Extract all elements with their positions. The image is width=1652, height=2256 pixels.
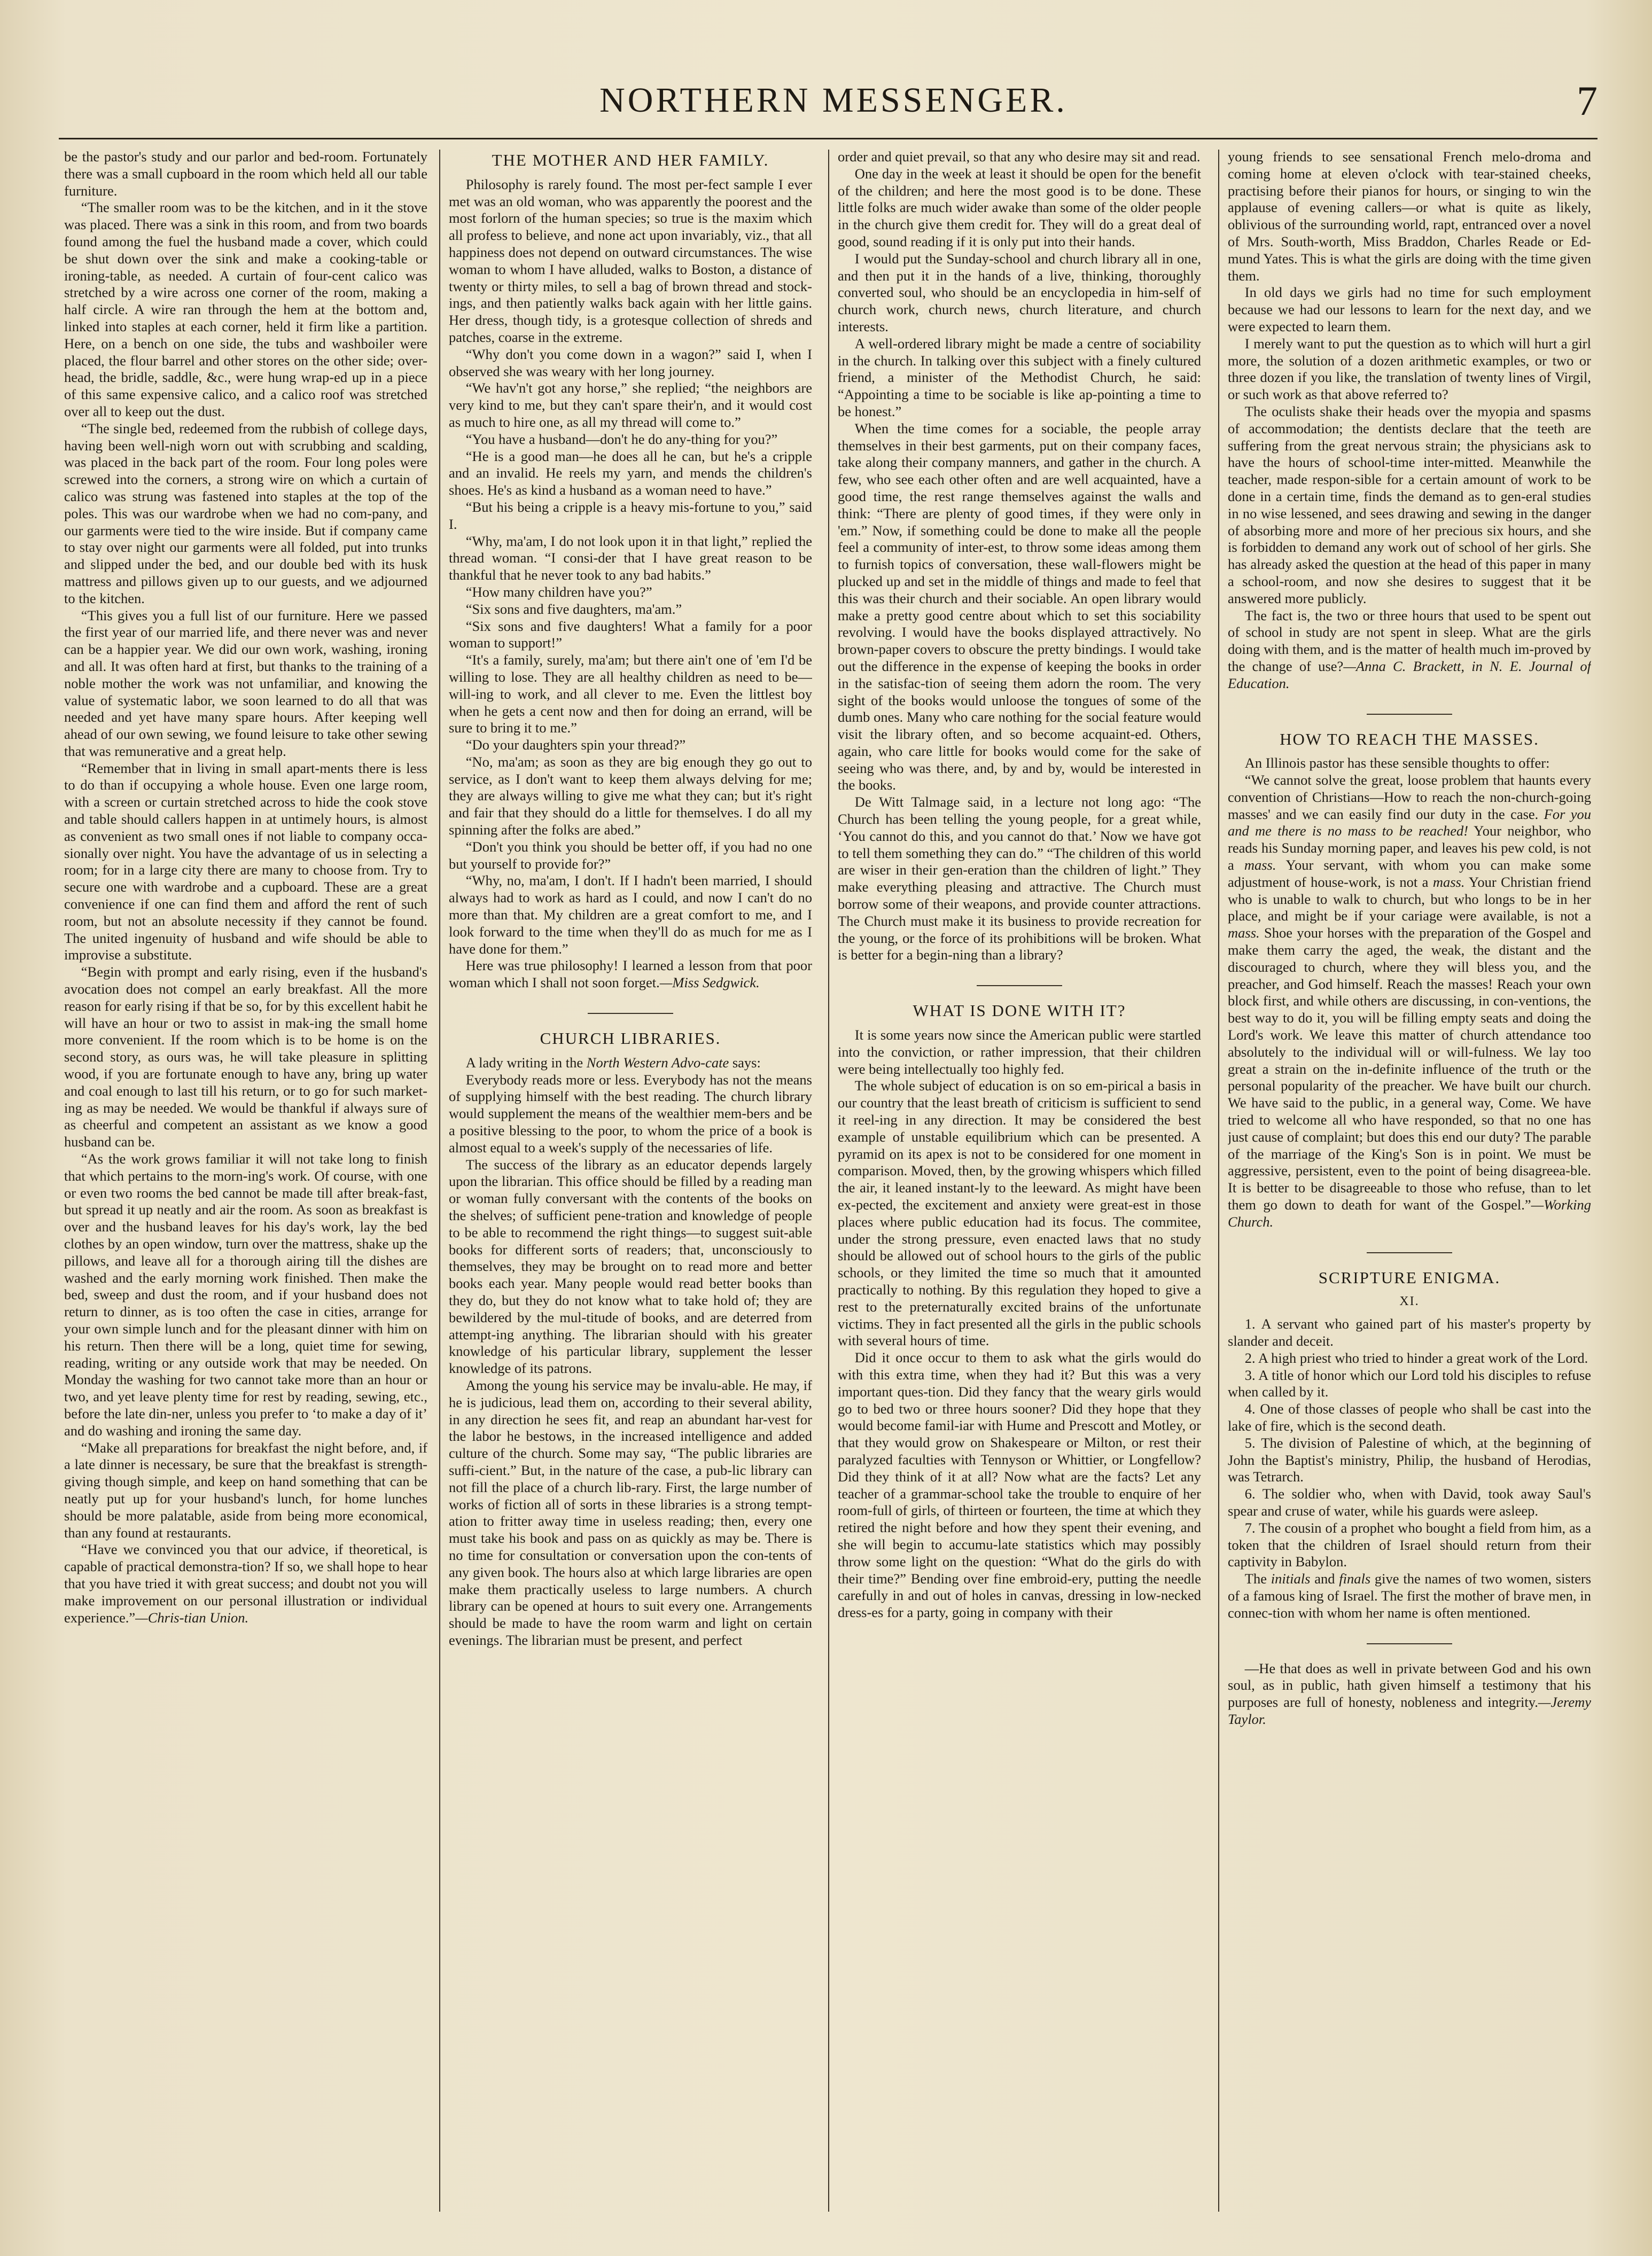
emphasis-text: initials	[1271, 1571, 1311, 1587]
column-1	[64, 149, 427, 2211]
article-paragraph	[64, 1541, 427, 1626]
article-paragraph: The success of the library as an educator depends largely upon the librarian. This office should be filled by a reading man or woman fully conversant with the contents of the books on the shelves; of sufficient pene-tration and knowledge of people to be able to recommend the right things—to suggest suit-able books for different sorts of readers; that, unconsciously to themselves, they may be brought on to read more and better books each year. Many people would read better books than they do, but they do not know what to take hold of; they are bewildered by the mul-titude of books, and are deterred from attempt-ing anything. The librarian should with his greater knowledge of his particular library, supplement the lesser knowledge of its patrons.	[449, 1156, 812, 1377]
intro-text: says:	[729, 1054, 761, 1071]
article-heading: HOW TO REACH THE MASSES.	[1280, 729, 1539, 748]
emphasis-text: mass.	[1228, 925, 1260, 941]
article-paragraph	[449, 957, 812, 992]
attribution: —Jeremy Taylor.	[1228, 1694, 1591, 1727]
article-heading: SCRIPTURE ENIGMA.	[1318, 1268, 1501, 1287]
article-paragraph: “Why, ma'am, I do not look upon it in that light,” replied the thread woman. “I consi-der that I have great reason to be thankful that he never took to any bad habits.”	[449, 533, 812, 583]
scripture-enigma	[1228, 1269, 1591, 1622]
enigma-item: 4. One of those classes of people who shall be cast into the lake of fire, which is the second death.	[1228, 1401, 1591, 1434]
masthead-title: NORTHERN MESSENGER.	[599, 81, 1067, 120]
attribution: —Chris-tian Union.	[135, 1609, 249, 1626]
paragraph-text: Here was true philosophy! I learned a lesson from that poor woman which I shall not soon forget.	[449, 957, 812, 991]
paragraph-text: and	[1310, 1571, 1339, 1587]
article-paragraph: “As the work grows familiar it will not take long to finish that which pertains to the morn-ing's work. Of course, with one or even two rooms the bed cannot be made till after break-fast, but spread it up neatly and air the room. As soon as breakfast is over and the husband leaves for his day's work, lay the bed clothes by an open window, turn over the mattress, shake up the pillows, and leave all for a thorough airing till the dishes are washed and the early morning work finished. Then make the bed, sweep and dust the room, and if your husband does not return to dinner, as is too often the case in cities, arrange for your own simple lunch and for the pleasant dinner with him on his return. Then there will be a long, quiet time for sewing, reading, writing or any outside work that may be needed. On Monday the washing for two cannot take more than an hour or two, and yet leave plenty time for rest by reading, sewing, etc., before the late din-ner, unless you prefer to ‘to make a day of it’ and do washing and ironing the same day.	[64, 1151, 427, 1439]
article-paragraph: De Witt Talmage said, in a lecture not long ago: “The Church has been telling the young people, for a great while, ‘You cannot do this, and you cannot do that.’ Now we have got to tell them something they can do.” “The children of this world are wiser in their gen-eration than the children of light.” They make everything pleasing and attractive. The Church must borrow some of their weapons, and provide counter attractions. The Church must make it its business to provide recreation for the young, or the force of its prohibitions will be broken. What is better for a begin-ning than a library?	[838, 794, 1201, 963]
article-paragraph: It is some years now since the American public were startled into the conviction, or rather impression, that their children were being intellectually too highly fed.	[838, 1027, 1201, 1077]
column-divider	[439, 150, 440, 2212]
article-paragraph: The oculists shake their heads over the myopia and spasms of accommodation; the dentists declare that the teeth are suffering from the great nervous strain; the physicians ask to have the hours of school-time inter-mitted. Meanwhile the teacher, made respon-sible for a certain amount of work to be done in a certain time, finds the demand as to gen-eral studies in no wise lessened, and sees drawing and sewing in the danger of absorbing more and more of her precious six hours, and she is forbidden to demand any work out of school of her girls. She has already asked the question at the head of this paper in many a school-room, and now she desires to suggest that it be answered more publicly.	[1228, 403, 1591, 606]
article-paragraph: In old days we girls had no time for such employment because we had our lessons to learn for the next day, and we were expected to learn them.	[1228, 284, 1591, 334]
article-paragraph	[1228, 772, 1591, 1231]
column-divider	[828, 150, 829, 2212]
section-separator	[1367, 714, 1452, 715]
article-paragraph: An Illinois pastor has these sensible thoughts to offer:	[1244, 755, 1550, 771]
attribution: —Working Church.	[1228, 1197, 1591, 1230]
article-paragraph: “It's a family, surely, ma'am; but there ain't one of 'em I'd be willing to lose. They are all healthy children as need to be—will-ing to work, and all clever to me. Even the littlest boy when he gets a cent now and then for doing an errand, will be sure to bring it to me.”	[449, 652, 812, 736]
article-paragraph: order and quiet prevail, so that any who desire may sit and read.	[838, 149, 1201, 165]
enigma-initials-note	[1228, 1571, 1591, 1621]
attribution: —Anna C. Brackett, in N. E. Journal of Education.	[1228, 658, 1591, 691]
section-separator	[1367, 1252, 1452, 1253]
article-paragraph: “Six sons and five daughters! What a family for a poor woman to support!”	[449, 618, 812, 651]
paragraph-text: “Have we convinced you that our advice, if theoretical, is capable of practical demonstra-tion? If so, we shall hope to hear that you have tried it with great success; and doubt not you will make improvement on our personal illustration or individual experience.”	[64, 1541, 427, 1626]
article-paragraph: The whole subject of education is on so em-pirical a basis in our country that the least breath of criticism is sufficient to send it reel-ing in any direction. It may be considered the best example of unstable equilibrium which can be presented. A pyramid on its apex is not to be considered for one moment in comparison. Moved, then, by the growing whispers which filled the air, it leaned instant-ly to the leeward. As might have been ex-pected, the excitement and anxiety were great-est in those places where public education had its focus. The commitee, under the strong pressure, even enacted laws that no study should be allowed out of school hours to the girls of the public schools, or they limited the time so much that it amounted practically to nothing. By this regulation they hoped to give a rest to the preternaturally excited brains of the unfortunate victims. They in fact presented all the girls in the public schools with several hours of time.	[838, 1078, 1201, 1349]
article-heading: CHURCH LIBRARIES.	[540, 1029, 721, 1048]
article-home-advice	[64, 149, 427, 1626]
article-paragraph: “The smaller room was to be the kitchen, and in it the stove was placed. There was a sink in this room, and from two boards found among the fuel the husband made a cover, which could be shut down over the sink and make a cooking-table or ironing-table, as needed. A curtain of four-cent calico was stretched by a wire across one corner of the room, making a half circle. A wire ran through the hem at the bottom and, linked into staples at each corner, held it firm like a partition. Here, on a bench on one side, the tubs and washboiler were placed, the flour barrel and other stores on the other side; over-head, the bridle, saddle, &c., were hung wrap-ed up in a piece of this same expensive calico, and a calico roof was stretched over all to keep out the dust.	[64, 199, 427, 419]
paragraph-text: give the names of two women, sisters of a famous king of Israel. The first the mother of brave men, in connec-tion with whom her name is often mentioned.	[1228, 1571, 1591, 1621]
article-paragraph: “This gives you a full list of our furniture. Here we passed the first year of our married life, and there never was and never can be a happier year. We did our own work, washing, ironing and all. It was often hard at first, but thanks to the training of a noble mother the work was not unfamiliar, and knowing the value of systematic labor, we soon learned to do all that was needed and yet have many spare hours. After keeping well ahead of our own sewing, we found leisure to take other sewing that was remunerative and a great help.	[64, 607, 427, 759]
section-separator	[1367, 1643, 1452, 1644]
article-paragraph	[1228, 607, 1591, 692]
enigma-item: 6. The soldier who, when with David, took away Saul's spear and cruse of water, while his guards were asleep.	[1228, 1486, 1591, 1519]
paragraph-text: Your servant, with whom you can make some adjustment of house-work, is not a	[1228, 857, 1591, 890]
column-divider	[1218, 150, 1219, 2212]
article-paragraph: One day in the week at least it should be open for the benefit of the children; and here the most good is to be done. These little folks are much wider awake than some of the older people in the church give them credit for. They will do a great deal of good, sound reading if it is only put into their hands.	[838, 165, 1201, 249]
article-paragraph: Philosophy is rarely found. The most per-fect sample I ever met was an old woman, who was apparently the poorest and the most forlorn of the human species; so true is the maxim which all profess to believe, and none act upon invariably, viz., that all happiness does not depend on outward circumstances. The wise woman to whom I have alluded, walks to Boston, a distance of twenty or thirty miles, to sell a bag of brown thread and stock-ings, and then patiently walks back again with her little gains. Her dress, though tidy, is a grotesque collection of shreds and patches, coarse in the extreme.	[449, 176, 812, 345]
paragraph-text: Your Christian friend who is unable to walk to church, but who longs to be in her place, and might be if your cariage were available, is not a	[1228, 873, 1591, 924]
paragraph-text: Shoe your horses with the preparation of the Gospel and make them carry the aged, the weak, the distant and the discouraged to church, where they will bless you, and the preacher, and God himself. Reach the masses! Reach your own block first, and while others are discussing, in con-ventions, the best way to do it, you will be filling empty seats and doing the Lord's work. We leave this matter of church attendance too absolutely to the individual will or will-fulness. We lay too great a strain on the in-definite influence of the truth or the personal popularity of the preacher. We have built our church. We have said to the public, in a general way, Come. We have tried to welcome all who have responded, so that no one has just cause of complaint; but does this end our duty? The parable of the marriage of the King's Son is in point. We must be aggressive, persistent, even to the point of being disagreea-ble. It is better to be disagreeable to those who refuse, than to let them go down to death for want of the Gospel.”	[1228, 925, 1591, 1213]
enigma-number: XI.	[1399, 1294, 1420, 1309]
header-rule	[59, 138, 1598, 139]
article-paragraph: I merely want to put the question as to which will hurt a girl more, the solution of a dozen arithmetic examples, or two or three dozen if you like, the translation of twenty lines of Virgil, or such work as that above referred to?	[1228, 335, 1591, 403]
emphasis-text: For you and me there is no mass to be reached!	[1228, 806, 1591, 839]
paragraph-text: Your neighbor, who reads his Sunday morning paper, and leaves his pew cold, is not a	[1228, 823, 1591, 873]
article-paragraph: A well-ordered library might be made a centre of sociability in the church. In talking over this subject with a finely cultured friend, a minister of the Methodist Church, he said: “Appointing a time to be sociable is like ap-pointing a time to be honest.”	[838, 335, 1201, 419]
article-paragraph: be the pastor's study and our parlor and bed-room. Fortunately there was a small cupboard in the room which held all our table furniture.	[64, 149, 427, 199]
article-what-is-done	[838, 1002, 1201, 1621]
article-paragraph: “He is a good man—he does all he can, but he's a cripple and an invalid. He reels my yarn, and mends the children's shoes. He's as kind a husband as a woman need to have.”	[449, 448, 812, 498]
article-paragraph: Among the young his service may be invalu-able. He may, if he is judicious, lead them on, according to their several ability, in any direction he sees fit, and reap an abundant har-vest for the labor he bestows, in the increased intelligence and added culture of the church. Some may say, “The public libraries are suffi-cient.” But, in the nature of the case, a pub-lic library can not fill the place of a church lib-rary. First, the large number of works of fiction all of sorts in these libraries is a strong tempt-ation to fritter away time in useless reading; then, every one must take his book and pass on as quickly as may be. There is no time for consultation or conversation upon the con-tents of any given book. The hours also at which large libraries are open make them practically useless to large numbers. A church library can be opened at hours to suit every one. Arrangements should be made to have the room warm and light on certain evenings. The librarian must be present, and perfect	[449, 1377, 812, 1648]
article-paragraph: I would put the Sunday-school and church library all in one, and then put it in the hands of a live, thinking, thoroughly converted soul, who should be an encyclopedia in him-self of church work, church news, church literature, and church interests.	[838, 250, 1201, 334]
enigma-item: 2. A high priest who tried to hinder a great work of the Lord.	[1244, 1349, 1588, 1366]
article-paragraph: “Six sons and five daughters, ma'am.”	[465, 600, 682, 617]
emphasis-text: mass.	[1244, 857, 1276, 873]
article-church-libraries	[449, 1030, 812, 1649]
page-number: 7	[1577, 77, 1598, 124]
article-paragraph: “Don't you think you should be better off, if you had no one but yourself to provide for?”	[449, 838, 812, 872]
article-paragraph: “The single bed, redeemed from the rubbish of college days, having been well-nigh worn out with scrubbing and scalding, was placed in the back part of the room. Four long poles were screwed into the corners, a strong wire on which a curtain of calico was strung was fastened into staples at the top of the poles. This was our wardrobe when we had no com-pany, and our garments were tied to the wire inside. But if company came to stay over night our garments were all folded, put into trunks and slipped under the bed, and our double bed with its husk mattress and pillows given up to our guests, and we adjourned to the kitchen.	[64, 420, 427, 606]
enigma-item: 3. A title of honor which our Lord told his disciples to refuse when called by it.	[1228, 1367, 1591, 1400]
article-mother-family	[449, 152, 812, 992]
article-paragraph: “You have a husband—don't he do any-thing for you?”	[465, 431, 778, 447]
article-paragraph	[449, 1055, 812, 1072]
paragraph-text: The	[1244, 1571, 1271, 1587]
intro-text: A lady writing in the	[465, 1054, 587, 1071]
article-paragraph: “We hav'n't got any horse,” she replied; “the neighbors are very kind to me, but they can't spare their'n, and it would cost as much to hire one, as all my thread will come to.”	[449, 380, 812, 430]
paragraph-text: “We cannot solve the great, loose problem that haunts every convention of Christians—How to reach the non-church-going masses' and we can easily find our duty in the case.	[1228, 772, 1591, 822]
article-reach-the-masses	[1228, 731, 1591, 1231]
taylor-quote	[1228, 1660, 1591, 1728]
article-paragraph	[1228, 1660, 1591, 1728]
article-heading: THE MOTHER AND HER FAMILY.	[492, 151, 769, 169]
enigma-item: 7. The cousin of a prophet who bought a field from him, as a token that the children of Israel should return from their captivity in Babylon.	[1228, 1519, 1591, 1570]
quote-text: —He that does as well in private between God and his own soul, as in public, hath given himself a testimony that his purposes are full of honesty, nobleness and integrity.	[1228, 1660, 1591, 1711]
emphasis-text: finals	[1339, 1571, 1371, 1587]
attribution: —Miss Sedgwick.	[659, 974, 760, 991]
enigma-item: 1. A servant who gained part of his master's property by slander and deceit.	[1228, 1316, 1591, 1349]
article-paragraph: “Why don't you come down in a wagon?” said I, when I observed she was weary with her long journey.	[449, 346, 812, 379]
article-what-is-done-continued	[1228, 149, 1591, 692]
article-heading: WHAT IS DONE WITH IT?	[913, 1001, 1126, 1020]
article-paragraph: “Why, no, ma'am, I don't. If I hadn't been married, I should always had to work as hard as I could, and now I can't do no more than that. My children are a great comfort to me, and I look forward to the time when they'll do as much for me as I have done for them.”	[449, 872, 812, 957]
emphasis-text: mass.	[1432, 873, 1465, 890]
article-paragraph: “Do your daughters spin your thread?”	[465, 737, 686, 753]
section-separator	[977, 985, 1062, 986]
article-paragraph: young friends to see sensational French melo-droma and coming home at eleven o'clock with tear-stained cheeks, practising before their pianos for hours, or singing to win the applause of evening callers—or what is quite as likely, oblivious of the surrounding world, rapt, entranced over a novel of Mrs. South-worth, Miss Braddon, Charles Reade or Ed-mund Yates. This is what the girls are doing with the time given them.	[1228, 149, 1591, 284]
enigma-item: 5. The division of Palestine of which, at the beginning of John the Baptist's ministry, Philip, the husband of Herodias, was Tetrarch.	[1228, 1434, 1591, 1485]
article-paragraph: “Begin with prompt and early rising, even if the husband's avocation does not compel an early breakfast. All the more reason for early rising if that be so, for by this excellent habit he will have an hour or two to assist in mak-ing the small home more convenient. If the room which is to be home is on the second story, as ours was, he will take pleasure in splitting wood, if you are fortunate enough to have any, bring up water and coal enough to last till his return, or to go for such market-ing as may be needed. We would be thankful if always sure of as cheerful and competent an assistant as we know a good husband can be.	[64, 964, 427, 1150]
column-3	[838, 149, 1201, 2211]
column-2	[449, 149, 812, 2211]
article-paragraph: “No, ma'am; as soon as they are big enough they go out to service, as I don't want to keep them always delving for me; they are always willing to give me what they can; but it's right and fair that they should do a little for themselves. I do all my spinning after the folks are abed.”	[449, 753, 812, 838]
article-paragraph: “But his being a cripple is a heavy mis-fortune to you,” said I.	[449, 498, 812, 532]
article-paragraph: “Remember that in living in small apart-ments there is less to do than if occupying a whole house. Even one large room, with a screen or curtain stretched across to hide the cook stove and table should callers happen in at untimely hours, is almost as convenient as two small ones if not liable to company occa-sionally over night. You have the advantage of us in selecting a room; for in a large city there are many to choose from. Try to secure one with wardrobe and a cupboard. These are a great convenience if one can find them and afford the rent of such room, but not an absolute necessity if they cannot be found. The united ingenuity of husband and wife should be able to improvise a substitute.	[64, 760, 427, 963]
article-paragraph: “Make all preparations for breakfast the night before, and, if a late dinner is necessary, be sure that the breakfast is strength-giving though simple, and keep on hand something that can be neatly put up for your husband's lunch, for home lunches should be more palatable, aside from being more economical, than any found at restaurants.	[64, 1439, 427, 1541]
article-paragraph: Everybody reads more or less. Everybody has not the means of supplying himself with the best reading. The church library would supplement the means of the wealthier mem-bers and be a positive blessing to the poor, to whom the price of a book is almost equal to a week's supply of the necessaries of life.	[449, 1071, 812, 1156]
masthead	[59, 77, 1608, 139]
source-publication: North Western Advo-cate	[586, 1054, 729, 1071]
article-paragraph: When the time comes for a sociable, the people array themselves in their best garments, put on their company faces, take along their company manners, and gather in the church. A few, who see each other often and are well acquainted, have a good time, the rest range themselves against the walls and think: “There are plenty of good times, if they were only in 'em.” Now, if something could be done to make all the people feel a community of inter-est, to throw some ideas among them to furnish topics of conversation, these wall-flowers might be plucked up and set in the middle of things and made to feel that this was their church and their sociable. An open library would make a pretty good centre about which to set this sociability revolving. I would have the books displayed attractively. No brown-paper covers to obscure the pretty bindings. I would take out the difference in the expense of keeping the books in order in the satisfac-tion of seeing them adorn the room. The very sight of the books would unloose the tongues of some of the dumb ones. Many who care nothing for the social feature would visit the library often, and so become acquaint-ed. Others, again, who care little for books would come for the sake of seeing who was there, and, by and by, would be interested in the books.	[838, 420, 1201, 793]
article-paragraph: Did it once occur to them to ask what the girls would do with this extra time, when they had it? But this was a very important ques-tion. Did they fancy that the weary girls would go to bed two or three hours sooner? Did they hope that they would become famil-iar with Hume and Prescott and Motley, or that they would grow on Shakespeare or Milton, or rest their paralyzed faculties with Tennyson or Whittier, or Longfellow? Did they think of it at all? Now what are the facts? Let any teacher of a grammar-school take the trouble to enquire of her room-full of girls, of thirteen or fourteen, the time at which they retired the night before and how they spent their evening, and she will begin to accumu-late statistics which may possibly throw some light on the question: “What do the girls do with their time?” Bending over fine embroid-ery, putting the needle carefully in and out of holes in canvas, dressing in low-necked dress-es for a party, going in company with their	[838, 1349, 1201, 1621]
paragraph-text: The fact is, the two or three hours that used to be spent out of school in study are not spent in sleep. What are the girls doing with them, and is the matter of health much im-proved by the change of use?	[1228, 607, 1591, 674]
column-4	[1228, 149, 1591, 2211]
section-separator	[588, 1013, 673, 1014]
article-paragraph: “How many children have you?”	[465, 583, 652, 600]
article-church-libraries-continued	[838, 149, 1201, 964]
